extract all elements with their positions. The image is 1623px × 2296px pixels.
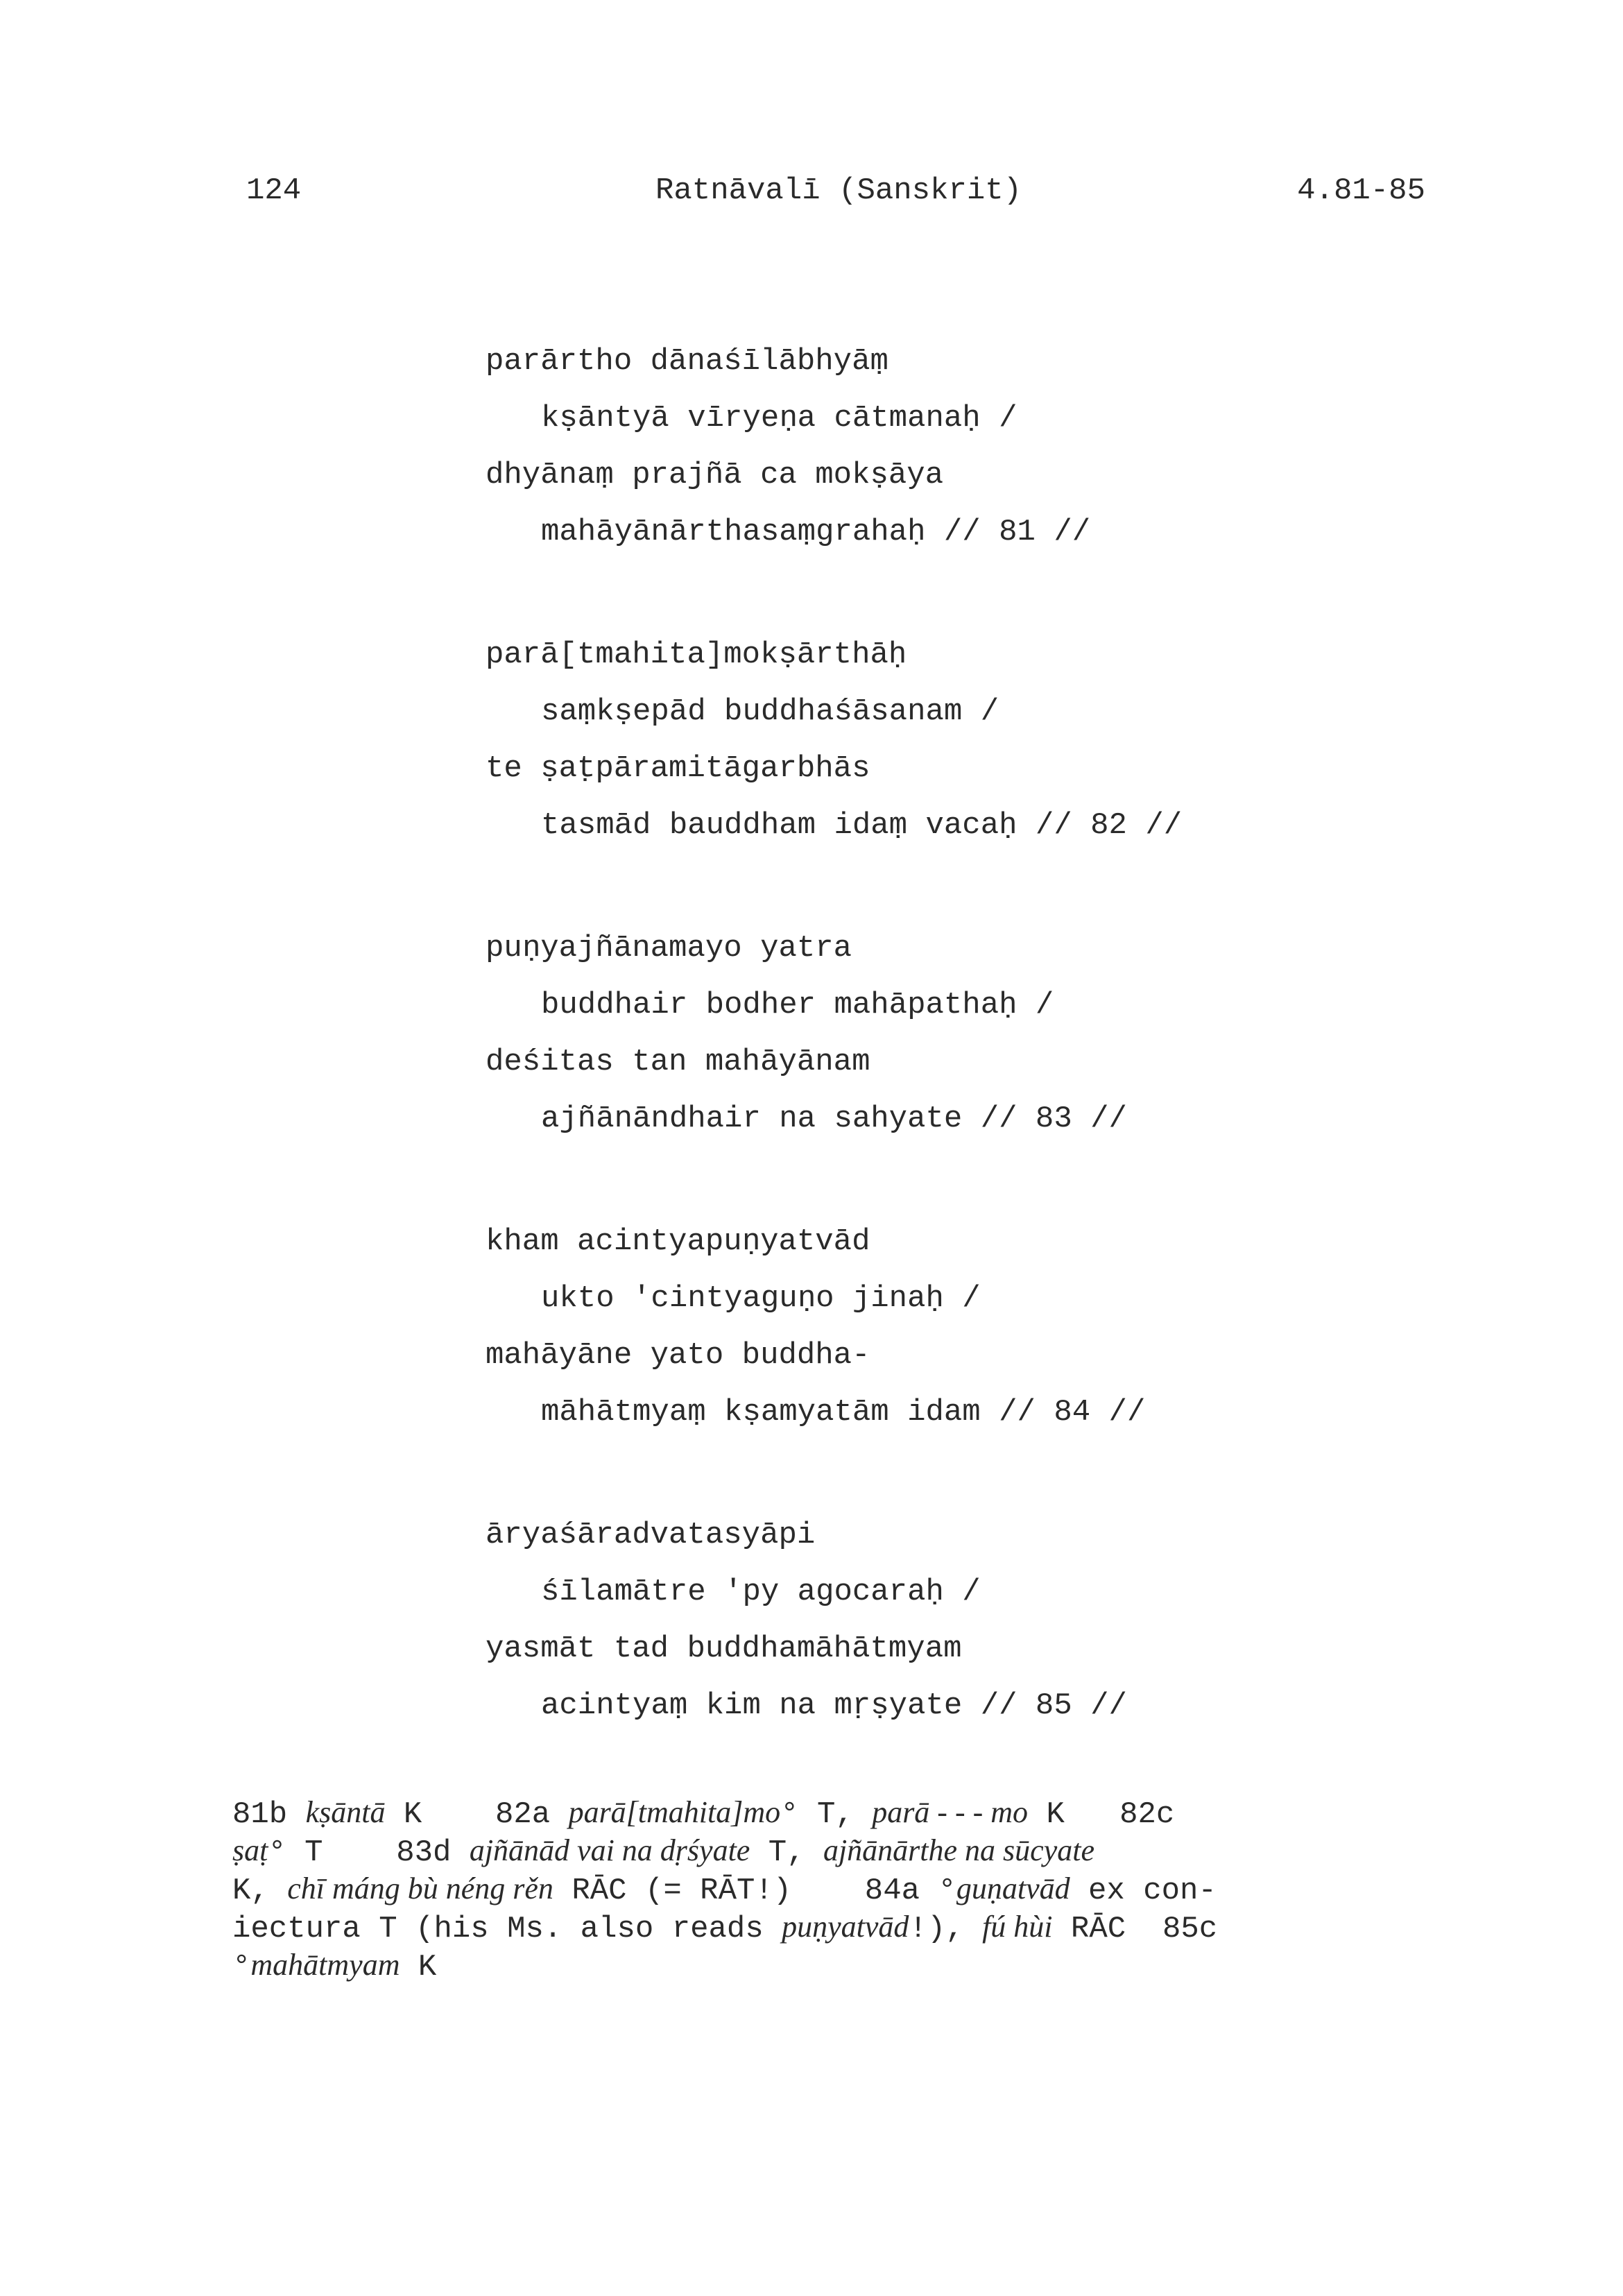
note-reading: fú hùi (982, 1910, 1053, 1944)
apparatus-line (232, 1793, 1411, 1831)
apparatus-line (232, 1908, 1411, 1946)
note-reading: ṣaṭ (232, 1833, 268, 1867)
note-reading: parā - - - mo (872, 1795, 1029, 1829)
critical-apparatus (232, 1793, 1411, 1984)
verse-line: āryaśāradvatasyāpi (486, 1518, 816, 1552)
verse-line: kham acintyapuṇyatvād (486, 1224, 870, 1259)
note-reading: guṇatvād (956, 1871, 1070, 1905)
note-text: K (400, 1950, 437, 1985)
verse-line: māhātmyaṃ kṣamyatām idam // 84 // (541, 1395, 1146, 1430)
note-text: iectura T (his Ms. also reads (232, 1912, 782, 1946)
verse-line: parārtho dānaśīlābhyāṃ (486, 344, 888, 379)
note-text: ° T 83d (268, 1835, 470, 1870)
note-reading: mahātmyam (250, 1948, 400, 1982)
page-number: 124 (246, 173, 302, 208)
verse-line: dhyānaṃ prajñā ca mokṣāya (486, 458, 944, 492)
verse-line: ajñānāndhair na sahyate // 83 // (541, 1102, 1127, 1136)
verse-line: ukto 'cintyaguṇo jinaḥ / (541, 1281, 981, 1316)
note-reading: kṣāntā (305, 1795, 386, 1829)
note-reading: ajñānād vai na dṛśyate (469, 1833, 750, 1867)
verse-line: deśitas tan mahāyānam (486, 1045, 870, 1079)
note-text: K, (232, 1874, 288, 1908)
note-text: K 82c (1028, 1797, 1175, 1832)
note-reading: ajñānārthe na sūcyate (823, 1833, 1094, 1867)
verse-85 (486, 1507, 1457, 1734)
apparatus-line (232, 1869, 1411, 1908)
verse-line: parā[tmahita]mokṣārthāḥ (486, 637, 907, 672)
note-text: ex con- (1070, 1874, 1217, 1908)
note-reading: parā[tmahita]mo (568, 1795, 781, 1829)
verse-line: mahāyānārthasaṃgrahaḥ // 81 // (541, 515, 1091, 549)
verse-block (486, 333, 1457, 1800)
verse-line: buddhair bodher mahāpathaḥ / (541, 988, 1054, 1022)
running-title: Ratnāvalī (Sanskrit) (655, 173, 1022, 208)
apparatus-line (232, 1831, 1411, 1869)
note-reading: chī máng bù néng rěn (287, 1871, 553, 1905)
apparatus-line (232, 1946, 1411, 1984)
verse-line: kṣāntyā vīryeṇa cātmanaḥ / (541, 401, 1017, 436)
verse-line: yasmāt tad buddhamāhātmyam (486, 1631, 962, 1666)
verse-line: puṇyajñānamayo yatra (486, 931, 852, 966)
note-reading: puṇyatvād (782, 1910, 909, 1944)
verse-line: śīlamātre 'py agocaraḥ / (541, 1575, 981, 1609)
note-text: T, (750, 1835, 823, 1870)
note-text: ° (232, 1950, 251, 1985)
verse-line: te ṣaṭpāramitāgarbhās (486, 751, 870, 786)
verse-range: 4.81-85 (1297, 173, 1425, 208)
note-text: RĀC 85c (1052, 1912, 1218, 1946)
note-text: !), (909, 1912, 983, 1946)
note-text: RĀC (= RĀT!) 84a ° (553, 1874, 956, 1908)
note-text: K 82a (385, 1797, 569, 1832)
verse-line: mahāyāne yato buddha- (486, 1338, 870, 1373)
verse-line: tasmād bauddham idaṃ vacaḥ // 82 // (541, 808, 1183, 843)
verse-line: saṃkṣepād buddhaśāsanam / (541, 694, 999, 729)
verse-84 (486, 1213, 1457, 1441)
note-text: 81b (232, 1797, 306, 1832)
verse-83 (486, 920, 1457, 1147)
verse-line: acintyaṃ kim na mṛṣyate // 85 // (541, 1688, 1127, 1723)
verse-82 (486, 626, 1457, 854)
note-text: ° T, (780, 1797, 873, 1832)
page-header (246, 166, 1425, 215)
verse-81 (486, 333, 1457, 560)
